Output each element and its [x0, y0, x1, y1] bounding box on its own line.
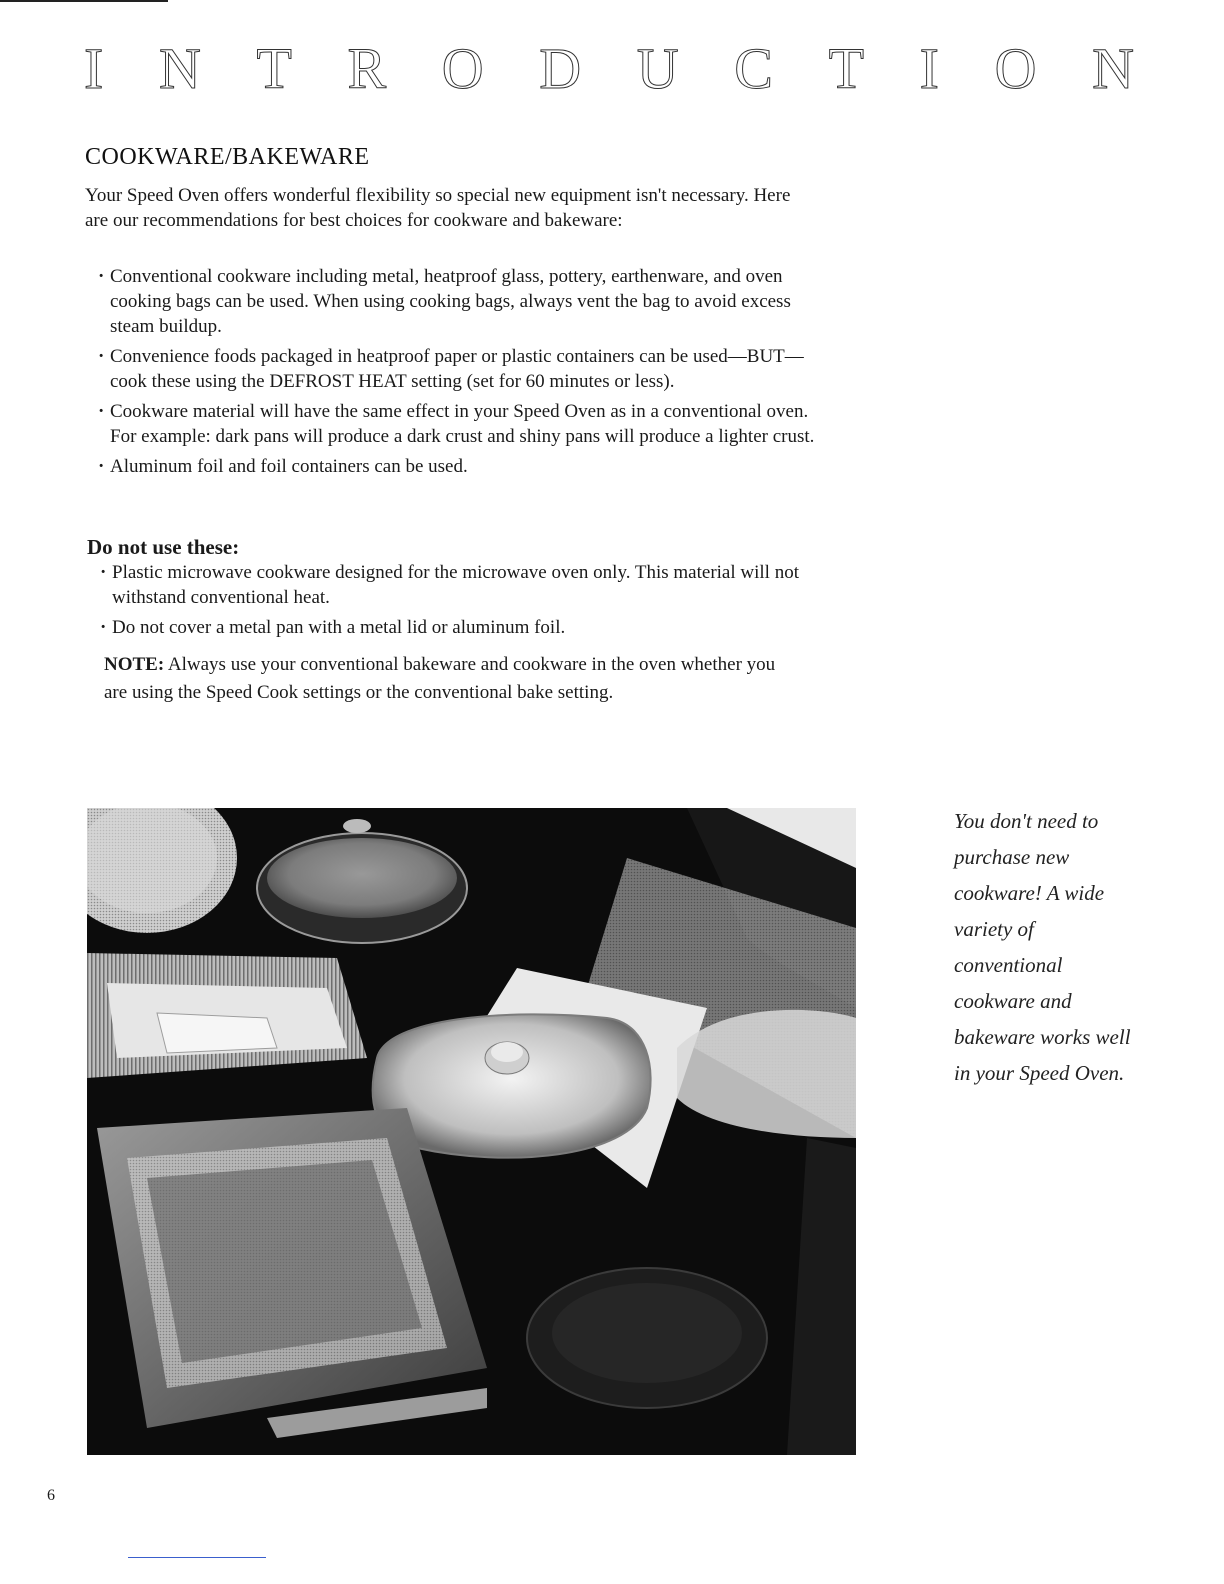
note-paragraph — [104, 651, 784, 707]
introduction-banner — [84, 35, 1134, 101]
cookware-illustration — [87, 808, 856, 1455]
banner-letter: C — [734, 35, 773, 101]
banner-letter: I — [919, 35, 939, 101]
photo-caption: You don't need to purchase new cookware! A wide variety of conventional cookware and bakeware works well in your Speed Oven. — [954, 809, 1131, 1085]
banner-letter: O — [441, 35, 484, 101]
page-number: 6 — [47, 1487, 55, 1504]
top-rule — [0, 0, 168, 2]
intro-paragraph: Your Speed Oven offers wonderful flexibility so special new equipment isn't necessary. Here are our recommendations for best choices for cookware and bakeware: — [85, 185, 791, 231]
banner-letter: T — [256, 35, 292, 101]
list-item: · Conventional cookware including metal, heatproof glass, pottery, earthenware, and oven cooking bags can be used. When using cooking bags, always vent the bag to avoid excess steam buildup. — [100, 264, 835, 339]
banner-letter: N — [158, 35, 201, 101]
banner-letter: I — [84, 35, 104, 101]
banner-letter: D — [539, 35, 582, 101]
avoid-heading: Do not use these: — [87, 535, 240, 559]
list-item: · Cookware material will have the same effect in your Speed Oven as in a conventional oven. For example: dark pans will produce a dark crust and shiny pans will produce a lighter crust. — [100, 399, 835, 449]
section-heading: COOKWARE/BAKEWARE — [85, 144, 370, 170]
banner-letter: R — [347, 35, 387, 101]
cookware-photo — [87, 808, 856, 1455]
banner-letter: T — [828, 35, 865, 101]
banner-letter: O — [994, 35, 1037, 101]
list-item: · Convenience foods packaged in heatproof paper or plastic containers can be used—BUT—cook these using the DEFROST HEAT setting (set for 60 minutes or less). — [100, 344, 835, 394]
banner-letter: U — [636, 35, 679, 101]
note-text: Always use your conventional bakeware and cookware in the oven whether you are using the Speed Cook settings or the conventional bake setting. — [104, 654, 776, 703]
list-item: · Plastic microwave cookware designed for the microwave oven only. This material will not withstand conventional heat. — [102, 560, 802, 610]
avoid-list — [102, 560, 802, 645]
bottom-rule — [128, 1557, 266, 1558]
banner-letter: N — [1092, 35, 1134, 101]
note-label: NOTE: — [104, 654, 165, 675]
recommended-list — [100, 264, 835, 484]
list-item: · Do not cover a metal pan with a metal lid or aluminum foil. — [102, 615, 802, 640]
list-item: · Aluminum foil and foil containers can be used. — [100, 454, 835, 479]
